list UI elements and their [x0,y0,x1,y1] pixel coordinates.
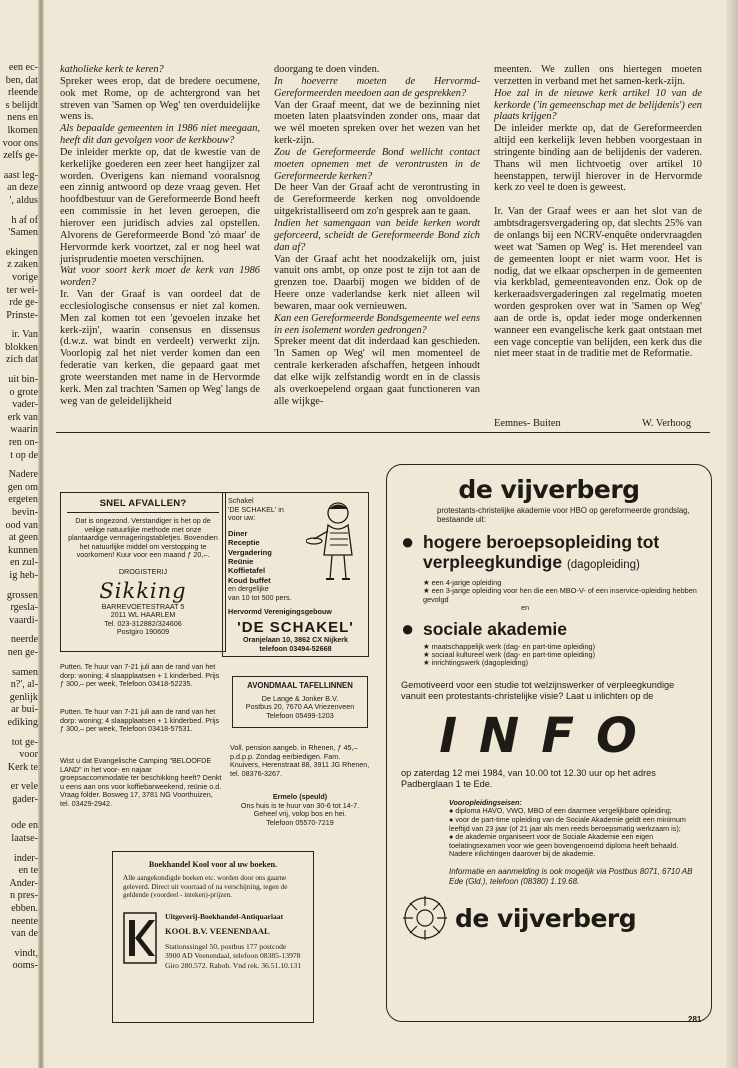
page-number: 281 [688,1015,702,1024]
extra-line: van 10 tot 500 pers. [228,592,292,602]
address-line: 2011 WL HAARLEM [110,610,176,620]
section-list [423,579,697,604]
article-paragraph: doorgang te doen vinden. [274,64,380,75]
ad-avondmaal-tafellinnen [232,676,368,728]
ad-footer: Informatie en aanmelding is ook mogelijk via Postbus 8071, 6710 AB Ede (Gld.), telefoon (08380) 1.19.68. [449,867,693,886]
ad-de-schakel [222,492,369,657]
service-item: Receptie [228,538,260,548]
fragment-gap [0,730,38,737]
ad-line: Giro 280.572. Rabob. Vnd rek. 36.51.10.131 [165,960,302,970]
section-list [423,643,697,668]
kool-logo-icon [123,912,157,964]
service-item: Koud buffet [228,575,271,585]
fragment-line: en zul- [9,557,38,569]
fragment-line: gader- [12,793,38,805]
requirement-item: ● diploma HAVO, VWO, MBO of een daarmee vergelijkbare opleiding; [449,806,672,816]
ad-intro: Gemotiveerd voor een studie tot welzijnswerker of verpleegkundige vanuit een protestants-christelijke visie? Laat u inlichten op de [401,679,675,701]
bullet-icon: ● [401,615,415,641]
ad-phone: telefoon 03494-52668 [259,643,332,653]
fragment-line: er vele [10,781,38,793]
section-item: ★ een 4-jarige opleiding [423,578,502,587]
ad-lines [237,695,363,721]
fragment-gap [0,208,38,215]
ad-line: Telefoon 05499-1203 [266,710,334,720]
classified-camping: Wist u dat Evangelische Camping "BELOOFDE LAND" in het voor- en najaar groepsaccommodatie ter beschikking heeft? Denkt u eens aan ons voor koffiebarweekend, reünie o.d. Vraag folder. Bosweg 17, 3781 NG Voorthuizen, tel. 03429-2942. [60,756,222,808]
requirement-item: ● voor de part-time opleiding van de Sociale Akademie geldt een minimum leeftijd van 23 jaar (of 21 jaar als men reeds beroepsmatig werkzaam is); [449,815,686,833]
fragment-line: t op de [10,449,38,461]
ad-line: Geheel vrij, volop bos en hei. [253,809,347,819]
fragment-gap [0,627,38,634]
fragment-line: laatse- [11,833,38,845]
service-item: Koffietafel [228,566,266,576]
vijverberg-logo-bottom: de vijverberg [455,903,637,933]
article-bottom-rule [56,432,710,433]
section-title: hogere beroepsopleiding tot verpleegkundige [423,532,660,572]
ad-extra [228,585,363,602]
article-paragraph: De heer Van der Graaf acht de verontrusting in de Gereformeerde kerken nog onvoldoende uitgekristalliseerd om zo'n gesprek aan te gaan. [274,182,480,218]
ad-title: SNEL AFVALLEN? [99,498,187,509]
fragment-line: z zaken [7,259,38,271]
fragment-line: Kerk te [7,761,38,773]
fragment-line: Nadere [8,469,38,481]
service-item: Vergadering [228,547,272,557]
article-paragraph: De inleider merkte op, dat de Gereformeerden altijd een kerkelijk leven hebben voorgestaan in stringente binding aan de belijdenis der vaderen. Thans wil men lichtvoetig over artikel 10 heenstappen, terwijl hierover in de Hervormde kerk zo veel te doen is geweest. [494,123,702,194]
fragment-line: erk van [7,411,38,423]
fragment-line: nens en [7,112,38,124]
fragment-line: gen om [7,481,38,493]
fragment-line: vaardi- [9,614,38,626]
section-heading-sociale-akademie [401,615,697,641]
classified-putten-2: Putten. Te huur van 7-21 juli aan de rand van het dorp: woning; 4 slaapplaatsen + 1 kinderbed. Prijs ƒ 300,– per week, Telefoon 03418-57531. [60,707,220,734]
fragment-line: h af of [11,214,38,226]
ad-line: Ons huis is te huur van 30-6 tot 14-7. [240,800,360,810]
fragment-line: n pres- [9,890,38,902]
fragment-gap [0,846,38,853]
fragment-line: blokken [5,341,38,353]
fragment-line: waarin [10,424,38,436]
ad-title: Boekhandel Kool voor al uw boeken. [148,860,278,869]
requirement-item: ● de akademie organiseert voor de Sociale Akademie een eigen toelatingsexamen voor wie geen bovengenoemd diploma heeft behaald. Nadere inlichtingen daarover bij de akademie. [449,832,679,859]
fragment-line: neente [11,915,38,927]
ad-de-vijverberg [386,464,712,1022]
address-line: BARREVOETESTRAAT 5 [101,601,185,611]
ad-company: KOOL B.V. VEENENDAAL [165,925,270,936]
article-paragraph: Van der Graaf meent, dat we de bezinning niet moeten laten plaatsvinden zonder ons, maar dat we wél moeten spreken over het wezen van het kerk-zijn. [274,99,480,147]
fragment-line: van de [11,928,38,940]
article-paragraph: De inleider merkte op, dat de kwestie van de kerkelijke goederen een zeer heet hangijzer zal worden. Overigens kan niemand vooralsnog een zinnig antwoord op deze vraag geven. Het hoofdbestuur van de Gereformeerde Bond heeft een commissie in het leven geroepen, die hierover een juridisch advies zal opstellen. Alvorens de Gereformeerde Bond 'zó maar' de Hervormde kerk voortzet, zal er nog heel wat jurisprudentie moeten verschijnen. [60,146,260,265]
fragment-line: voor [19,749,38,761]
fragment-gap [0,774,38,781]
article-paragraph: Spreker meent dat dit inderdaad kan geschieden. 'In Samen op Weg' wil men momenteel de centrale kerkeraden afschaffen, hetgeen inhoudt dat elke wijk zelfstandig wordt en in de classis als overkoepelend orgaan gaat functioneren van alle wijkge- [274,336,480,407]
fragment-gap [0,163,38,170]
fragment-line: Prinste- [6,309,38,321]
fragment-gap [0,240,38,247]
page-spine-shadow [726,0,738,1068]
fragment-gap [0,813,38,820]
service-item: Diner [228,528,248,538]
ad-address: Oranjelaan 10, 3862 CX Nijkerk [242,635,349,644]
intro-line: Schakel [228,496,254,505]
ad-name: 'DE SCHAKEL' [237,619,354,636]
fragment-line: rleende [8,87,38,99]
article-question: Kan een Gereformeerde Bondsgemeente wel eens in een isolement worden gedrongen? [274,312,480,336]
fragment-line: 'Samen [8,227,38,239]
article-paragraph: Ir. Van der Graaf is van oordeel dat de ecclesiologische consensus er niet zal komen. Men zal komen tot een 'gevoelen inzake het kerk-zijn', waarin consensus en dissensus (d.w.z. wat bindt en verdeelt) verwerkt zijn. Voorlopig zal het niet verder komen dan een federatie van kerken, die gepaard gaat met grote weerstanden met name in de Hervormde kerk. Men zal trachten 'Samen op Weg' langs de weg van de geleidelijkheid [60,289,260,407]
ad-snel-afvallen [60,492,226,652]
fragment-line: ooms- [12,960,38,972]
article-question: Als bepaalde gemeenten in 1986 niet meegaan, heeft dit dan gevolgen voor de kerkbouw? [60,123,260,147]
fragment-line: tot ge- [11,736,38,748]
article-question: Hoe zal in de nieuwe kerk artikel 10 van de kerkorde ('in gemeenschap met de belijdenis') een plaats krijgen? [494,87,702,123]
article-paragraph: Spreker wees erop, dat de bredere oecumene, ook met Rome, op de achtergrond van het streven van 'Samen op Weg' ten overduidelijke wens is. [60,75,260,123]
fragment-gap [0,660,38,667]
chef-waiter-illustration-icon [306,499,364,583]
ad-body: Alle aangekondigde boeken etc. worden door ons gaarne geleverd. Direct uit voorraad of na verschijning, tegen de geldende (voordeel - inteken)-prijzen. [123,874,288,900]
requirements-title: Vooropleidingseisen: [449,797,522,807]
fragment-line: s belijdt [5,99,38,111]
fragment-line: ebben. [11,903,38,915]
ad-publisher: Uitgeverij-Boekhandel-Antiquariaat [165,911,284,921]
fragment-line: lkomen [7,124,38,136]
fragment-line: ren on- [8,437,38,449]
fragment-line: voor ons [2,137,38,149]
fragment-line: neerde [10,634,38,646]
fragment-line: an deze [7,182,38,194]
section-item: ★ sociaal kultureel werk (dag- en part-time opleiding) [423,650,596,660]
fragment-line: ben, dat [5,74,38,86]
article-column-3 [494,64,702,360]
fragment-gap [0,322,38,329]
fragment-line: o grote [9,386,38,398]
article-place: Eemnes- Buiten [494,418,561,429]
ad-venue: Hervormd Verenigingsgebouw [228,607,332,617]
article-question: In hoeverre moeten de Hervormd-Gereformeerden meedoen aan de gesprekken? [274,75,480,99]
fragment-line: ode en [11,820,38,832]
article-question: Wat voor soort kerk moet de kerk van 1986 worden? [60,265,260,289]
section-item: ★ een 3-jarige opleiding voor hen die een MBO-V- of een inservice-opleiding hebben gevolgd [423,586,697,604]
address-line: Postgiro 190609 [116,627,170,637]
article-question: katholieke kerk te keren? [60,64,164,75]
fragment-line: at geen [8,532,38,544]
fragment-line: zich dat [6,354,38,366]
ad-subtitle: protestants-christelijke akademie voor HBO op gereformeerde grondslag, bestaande uit: [437,506,690,524]
fragment-line: zelfs ge- [3,150,38,162]
section-item: ★ inrichtingswerk (dagopleiding) [423,658,529,668]
ad-title: Ermelo (speuld) [272,792,328,801]
fragment-line: ergeten [8,494,38,506]
ad-title: AVONDMAAL TAFELLINNEN [247,681,353,690]
section-heading-verpleegkundige [401,529,697,575]
fragment-line: en te [18,865,38,877]
fragment-gap [0,367,38,374]
connector-en: en [521,603,530,613]
article-author: W. Verhoog [642,418,692,429]
fragment-line: rgesla- [10,602,38,614]
fragment-line: ter wei- [6,284,38,296]
extra-line: en dergelijke [228,584,269,594]
ad-shop-label: DROGISTERIJ [118,566,168,576]
vijverberg-emblem-icon [401,894,449,942]
ad-lines [165,942,301,970]
article-question: Indien het samengaan van beide kerken wordt geforceerd, scheidt de Gereformeerde Bond zich dan af? [274,217,480,253]
ad-boekhandel-kool [112,851,314,1023]
vijverberg-logo: de vijverberg [458,475,640,504]
ad-line: De Lange & Jonker B.V. [261,693,339,703]
requirements-list [449,807,697,859]
ad-line: Telefoon 05570-7219 [266,817,334,827]
divider [67,512,219,513]
section-suffix: (dagopleiding) [566,559,640,571]
article-column-2 [274,64,480,407]
info-heading: INFO [439,707,659,764]
fragment-line: ar bui- [11,704,38,716]
fragment-line: samen [11,666,38,678]
article-paragraph: Ir. Van der Graaf wees er aan het slot van de ambtsdragersvergadering op, dat slechts 25% van de onlangs bij een NCRV-enquête ondervraagden weet wat 'Samen op Weg' is. Het merendeel van de gemeenten loopt er niet warm voor. Het is nodig, dat we elkaar opscherpen in de gemeenten via kerkblad, gemeenteavonden enz. Ook op de kerkeraadsvergaderingen zal regelmatig moeten worden gesproken over wat in 'Samen op Weg' aan de orde is, opdat ieder moge onderkennen wanneer een evangelische kerk gaat ontstaan met een vage conceptie van belijden, een kerk dus die niet meer staat in de traditie met de Reformatie. [494,206,702,360]
fragment-line: nen ge- [7,646,38,658]
fragment-line: genlijk [9,691,38,703]
article-paragraph: Van der Graaf acht het noodzakelijk om, juist vanuit ons ambt, op onze post te zijn tot aan de grenzen toe. Daarbij mogen we bidden of de Heere onze vaderlandse kerk niet alleen wil bewaren, maar ook vernieuwen. [274,253,480,312]
section-item: ★ maatschappelijk werk (dag- en part-time opleiding) [423,641,596,651]
ad-line: Stationssingel 50, postbus 177 postcode [165,942,287,952]
ad-lines [230,802,370,828]
section-title: sociale akademie [423,618,567,639]
intro-line: 'DE SCHAKEL' in [228,504,284,514]
ad-date: op zaterdag 12 mei 1984, van 10.00 tot 12.30 uur op het adres Padberglaan 1 te Ede. [401,767,656,789]
fragment-line: ekingen [5,246,38,258]
fragment-line: ediking [7,716,38,728]
sikking-logo: Sikking [99,578,187,603]
fragment-line: vindt, [14,947,38,959]
fragment-gap [0,806,38,813]
fragment-line: inder- [13,852,38,864]
fragment-line: bevin- [11,507,38,518]
fragment-line: kunnen [8,544,38,556]
fragment-gap [0,462,38,469]
fragment-line: grossen [6,589,38,601]
fragment-line: ', aldus [9,194,38,206]
article-question: Zou de Gereformeerde Bond wellicht contact moeten opnemen met de verontrusten in de Gereformeerde kerken? [274,146,480,182]
page-gutter [38,0,44,1068]
ad-address [67,603,219,637]
fragment-line: uit bin- [8,374,38,386]
fragment-line: ig heb- [9,569,38,581]
fragment-line: n?', al- [10,679,38,691]
article-column-1 [60,64,260,407]
classified-rhenen: Voll. pension aangeb. in Rhenen, ƒ 45,– p.d.p.p. Zondag eerbiedigen. Fam. Knuivers, Herenstraat 88, 3911 JG Rhenen, tel. 08376-3267. [230,743,370,778]
bullet-icon: ● [401,529,415,554]
fragment-line: ir. Van [11,329,38,341]
fragment-line: aast leg- [3,169,38,181]
service-item: Reünie [228,557,254,566]
ad-line: Postbus 20, 7670 AA Vriezenveen [245,702,355,712]
fragment-gap [0,583,38,590]
fragment-gap [0,941,38,948]
fragment-line: ood van [5,519,38,531]
fragment-line: een ec- [8,62,38,73]
fragment-line: vader- [12,399,38,411]
fragment-line: rde ge- [9,297,38,309]
address-line: Tel. 023-312882/324606 [104,618,182,628]
classified-ermelo [230,793,370,827]
previous-page-fragment-column [0,62,38,973]
fragment-line: Ander- [9,877,38,889]
ad-line: 3900 AD Veenendaal, telefoon 08385-13978 [165,951,301,961]
fragment-line: vorige [11,271,38,283]
classified-putten-1: Putten. Te huur van 7-21 juli aan de rand van het dorp: woning; 4 slaapplaatsen + 1 kinderbed. Prijs ƒ 300,– per week, Telefoon 03418-52235. [60,662,220,689]
article-paragraph: meenten. We zullen ons hiertegen moeten verzetten in verband met het samen-kerk-zijn. [494,64,702,87]
ad-body: Dat is ongezond. Verstandiger is het op de veilige natuurlijke methode met onze plantaardige vermageringstabletjes. Bovendien het natuurlijke middel om verstopping te voorkomen! Kuur voor een maand ƒ 20,–. [68,516,218,560]
intro-line: voor uw: [228,513,256,523]
